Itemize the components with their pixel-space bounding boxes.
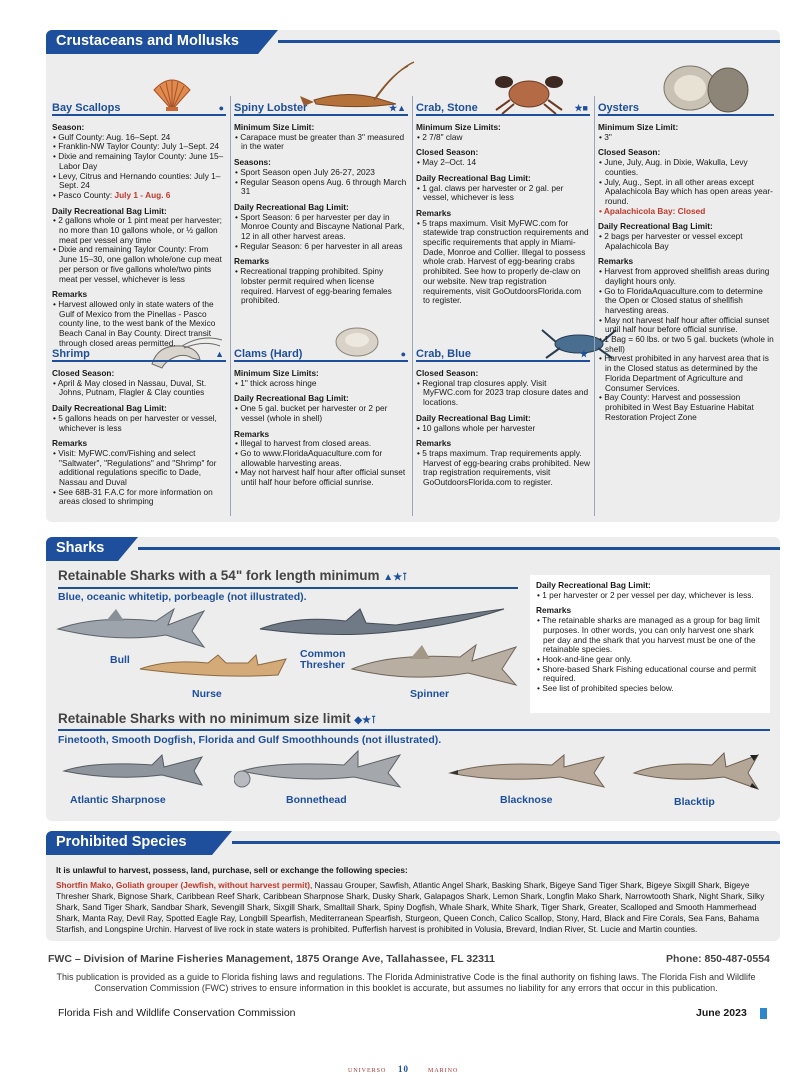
remark-item: • 5 traps maximum. Visit MyFWC.com for statewide trap construction requirements and specific requirements that apply in Miami-Dade, Monroe and Collier. Illegal to possess whole crab. Harvest of egg-bearing crabs prohibited. See how to properly de-claw on our website. New trap registration requirements, visit GoOutdoorsFlorida.com to register.: [417, 217, 589, 306]
legend-marker: ★■: [574, 103, 588, 113]
season-item: • Gulf County: Aug. 16–Sept. 24: [53, 131, 171, 142]
species-title: Bay Scallops ●: [52, 102, 224, 114]
species-title: Crab, Stone ★■: [416, 102, 588, 114]
min-size-item: • Carapace must be greater than 3" measured in the water: [235, 131, 405, 152]
blacktip-illustration: [632, 751, 762, 791]
section-heading: Remarks: [598, 256, 634, 267]
min-size-item: • 2 7/8" claw: [417, 131, 463, 142]
watermark-left: UNIVERSO: [348, 1068, 387, 1074]
remark-item: • Hook-and-line gear only.: [537, 653, 632, 664]
legend-marker: ★▲: [389, 103, 406, 113]
remark-item: • Go to FloridaAquaculture.com to determine the Open or Closed status of shellfish harvesting areas.: [599, 285, 763, 315]
bag-item: • 5 gallons heads on per harvester or vessel, whichever is less: [53, 412, 217, 433]
watermark-logo: 10: [398, 1064, 409, 1074]
publication-date: June 2023: [696, 1007, 747, 1019]
legend-marker: ★: [579, 349, 588, 359]
remark-item: • Harvest prohibited in any harvest area that is in the Closed status as determined by the Florida Department of Agriculture and Consumer Services.: [599, 353, 769, 393]
atlantic-sharpnose-illustration: [62, 753, 206, 787]
season-item: • Franklin-NW Taylor County: July 1–Sept. 24: [53, 141, 219, 152]
shark-label-common-thresher: Common Thresher: [300, 648, 346, 671]
bag-item: • Sport Season: 6 per harvester per day in Monroe County and Biscayne National Park, 12 in all other harvest areas.: [235, 211, 405, 242]
group1-title: Retainable Sharks with a 54" fork length minimum ▲★⊺: [58, 568, 408, 583]
remark-item: • The retainable sharks are managed as a group for bag limit purposes. In other words, you can only harvest one shark per day and the shark that you harvest must be one of the retainable species.: [537, 615, 760, 655]
bonnethead-illustration: [234, 749, 404, 791]
legend-marker: ●: [218, 103, 224, 113]
bag-item: • Regular Season: 6 per harvester in all areas: [235, 240, 403, 251]
closed-season-item: • Regional trap closures apply. Visit MyFWC.com for 2023 trap closure dates and locations.: [417, 377, 589, 408]
closed-season-item: • June, July, Aug. in Dixie, Wakulla, Levy counties.: [599, 157, 748, 177]
organization-name: Florida Fish and Wildlife Conservation Commission: [58, 1007, 296, 1019]
section-heading: Closed Season:: [52, 368, 115, 378]
bag-item: • 1 gal. claws per harvester or 2 gal. per vessel, whichever is less: [417, 182, 564, 203]
sharks-header: Sharks: [46, 537, 118, 561]
section-heading: Minimum Size Limits:: [234, 368, 319, 378]
species-title: Clams (Hard) ●: [234, 348, 406, 360]
group2-rule: [58, 729, 770, 731]
section-heading: Remarks: [52, 438, 88, 449]
section-heading: Remarks: [234, 428, 270, 439]
section-heading: Daily Recreational Bag Limit:: [234, 393, 349, 404]
bag-item: • 2 bags per harvester or vessel except Apalachicola Bay: [599, 231, 743, 251]
section-heading: Closed Season:: [416, 368, 479, 378]
column-divider: [594, 96, 595, 516]
watermark-right: MARINO: [428, 1068, 459, 1074]
section-heading: Daily Recreational Bag Limit:: [234, 201, 349, 212]
shark-bag-limit-box: [530, 575, 770, 713]
crustaceans-header: Crustaceans and Mollusks: [46, 30, 258, 54]
section-heading: Minimum Size Limits:: [416, 122, 501, 132]
group2-subtitle: Finetooth, Smooth Dogfish, Florida and Gulf Smoothhounds (not illustrated).: [58, 734, 442, 746]
shark-label-blacknose: Blacknose: [500, 794, 553, 806]
disclaimer: This publication is provided as a guide to Florida fishing laws and regulations. The Florida Administrative Code is the final authority on fishing laws. The Florida Fish and Wildlife Conservation Commission (FWC) strives to ensure information in this booklet is accurate, but assumes no liability for any errors that occur in this publication.: [56, 972, 756, 993]
section-heading: Remarks: [52, 289, 88, 300]
section-heading: Minimum Size Limit:: [234, 122, 315, 132]
prohibited-list: Shortfin Mako, Goliath grouper (Jewfish, without harvest permit), Nassau Grouper, Sawfish, Atlantic Angel Shark, Basking Shark, Bigeye Sand Tiger Shark, Bigeye Sixgill Shark, Bigeye Thresher Shark, Bignose Shark, Caribbean Reef Shark, Caribbean Sharpnose Shark, Dusky Shark, Galapagos Shark, Lemon Shark, Longfin Mako Shark, Narrowtooth Shark, Night Shark, Silky Shark, Sand Tiger Shark, Sandbar Shark, Sevengill Shark, Sixgill Shark, Smalltail Shark, Spiny Dogfish, Whale Shark, White Shark, Tiger Shark, Greater, Scalloped and Smooth Hammerhead Shark, Manta Ray, Devil Ray, Spotted Eagle Ray, Longbill Spearfish, Mediterranean Spearfish, Sturgeon, Queen Conch, Calico Scallop, Stony, Hard, Black and Fire Corals, Sea Fans, Bahama Starfish, and Longspine Urchin. Harvest of live rock in state waters is prohibited. Pufferfish harvest is prohibited in Volusia, Brevard, Indian River, St. Lucie and Martin counties.: [56, 880, 765, 934]
remark-item: • See list of prohibited species below.: [537, 683, 674, 694]
group1-subtitle: Blue, oceanic whitetip, porbeagle (not illustrated).: [58, 591, 307, 603]
bull-shark-illustration: [56, 607, 206, 651]
bag-item: • One 5 gal. bucket per harvester or 2 per vessel (whole in shell): [235, 403, 388, 423]
section-heading: Daily Recreational Bag Limit:: [52, 205, 167, 216]
shark-label-bonnethead: Bonnethead: [286, 794, 347, 806]
prohibited-header: Prohibited Species: [46, 831, 212, 855]
section-heading: Closed Season:: [598, 147, 661, 158]
bag-item: • 2 gallons whole or 1 pint meat per harvester; no more than 10 gallons whole, or ½ gallon meat per vessel any time: [53, 215, 222, 245]
section-heading: Daily Recreational Bag Limit:: [52, 403, 167, 414]
spinner-shark-illustration: [350, 643, 520, 687]
season-item: • Pasco County: July 1 - Aug. 6: [53, 189, 171, 200]
species-title: Oysters: [598, 102, 774, 116]
nurse-shark-illustration: [138, 649, 288, 683]
section-heading: Minimum Size Limit:: [598, 122, 679, 132]
prohibited-intro: It is unlawful to harvest, possess, land, purchase, sell or exchange the following species:: [56, 865, 408, 875]
section-heading: Remarks: [234, 256, 270, 267]
min-size-item: • 3": [599, 131, 612, 142]
closed-season-item: • July, Aug., Sept. in all other areas except Apalachicola Bay which has open areas year-round.: [599, 176, 773, 206]
prohibited-text: [56, 865, 768, 935]
closed-season-item: • April & May closed in Nassau, Duval, St. Johns, Putnam, Flagler & Clay counties: [53, 377, 207, 398]
season-item: • Sport Season open July 26-27, 2023: [235, 166, 375, 177]
remark-item: • Shore-based Shark Fishing educational course and permit required.: [537, 663, 757, 684]
species-title: Shrimp ▲: [52, 348, 224, 360]
bag-item: • 1 per harvester or 2 per vessel per day, whichever is less.: [537, 589, 754, 600]
bag-item: • 10 gallons whole per harvester: [417, 422, 536, 433]
column-divider: [412, 96, 413, 516]
bag-item: • Dixie and remaining Taylor County: From June 15–30, one gallon whole/one cup meat per person or five gallons whole/two pints meat per vessel, whichever is less: [53, 244, 222, 284]
remark-item: • Recreational trapping prohibited. Spiny lobster permit required when license required. Harvest of egg-bearing females prohibited.: [235, 266, 392, 306]
shark-label-blacktip: Blacktip: [674, 796, 715, 808]
shark-label-atlantic-sharpnose: Atlantic Sharpnose: [70, 794, 166, 806]
season-item: • Dixie and remaining Taylor County: June 15–Labor Day: [53, 151, 224, 171]
crustaceans-panel: [46, 30, 780, 522]
group1-rule: [58, 587, 518, 589]
remark-item: • May not harvest half hour after official sunset until half hour before official sunrise.: [599, 314, 770, 335]
section-heading: Daily Recreational Bag Limit:: [416, 172, 531, 183]
fwc-phone: Phone: 850-487-0554: [666, 953, 770, 965]
remark-item: • Illegal to harvest from closed areas.: [235, 438, 372, 449]
remark-item: • Visit: MyFWC.com/Fishing and select "Saltwater", "Regulations" and "Shrimp" for additional regulations specific to Dade, Nassau and Duval: [53, 447, 217, 488]
remark-item: • Bay County: Harvest and possession prohibited in West Bay Estuarine Habitat Restoration Project Zone: [599, 392, 754, 422]
section-heading: Daily Recreational Bag Limit:: [598, 221, 713, 232]
section-heading: Closed Season:: [416, 147, 479, 158]
sharks-panel: [46, 537, 780, 821]
common-thresher-illustration: [256, 605, 506, 645]
section-heading: Remarks: [416, 207, 452, 218]
header-rule: [278, 40, 780, 43]
min-size-item: • 1" thick across hinge: [235, 377, 317, 388]
remark-item: • Harvest from approved shellfish areas during daylight hours only.: [599, 266, 770, 286]
section-heading: Daily Recreational Bag Limit:: [536, 580, 651, 590]
season-item: • Regular Season opens Aug. 6 through March 31: [235, 176, 407, 197]
remark-item: • May not harvest half hour after official sunset until half hour before official sunrise.: [235, 467, 406, 488]
legend-marker: ●: [400, 349, 406, 359]
remark-item: • See 68B-31 F.A.C for more information on areas closed to shrimping: [53, 486, 213, 507]
season-item: • Levy, Citrus and Hernando counties: July 1–Sept. 24: [53, 170, 221, 191]
remark-item: • Harvest allowed only in state waters of the Gulf of Mexico from the Pinellas - Pasco county line, to the west bank of the Mexico Beach Canal in Bay County. Direct transit through closed areas permitted.: [53, 298, 216, 348]
remark-item: • Go to www.FloridaAquaculture.com for allowable harvesting areas.: [235, 447, 383, 468]
remark-item: • 1 Bag = 60 lbs. or two 5 gal. buckets (whole in shell): [599, 334, 774, 354]
header-rule: [232, 841, 780, 844]
closed-season-item: • May 2–Oct. 14: [417, 157, 477, 168]
section-heading: Seasons:: [234, 157, 271, 168]
closed-season-item: • Apalachicola Bay: Closed: [599, 205, 706, 216]
column-divider: [230, 96, 231, 516]
section-heading: Remarks: [536, 605, 572, 616]
species-title: Crab, Blue ★: [416, 348, 588, 360]
shark-label-spinner: Spinner: [410, 688, 450, 700]
shark-label-nurse: Nurse: [192, 688, 222, 700]
blacknose-illustration: [448, 753, 608, 789]
section-heading: Season:: [52, 122, 85, 132]
shark-label-bull: Bull: [110, 654, 130, 666]
remark-item: • 5 traps maximum. Trap requirements apply. Harvest of egg-bearing crabs prohibited. New trap registration requirements, visit GoOutdoorsFlorida.com to register.: [417, 447, 590, 488]
page-marker: [760, 1008, 767, 1019]
group2-title: Retainable Sharks with no minimum size limit ◆★⊺: [58, 711, 377, 726]
legend-marker: ▲: [215, 349, 224, 359]
fwc-address: FWC – Division of Marine Fisheries Management, 1875 Orange Ave, Tallahassee, FL 32311: [48, 953, 496, 965]
species-title: Spiny Lobster ★▲: [234, 102, 406, 114]
header-rule: [138, 547, 780, 550]
section-heading: Remarks: [416, 438, 452, 449]
section-heading: Daily Recreational Bag Limit:: [416, 412, 531, 423]
